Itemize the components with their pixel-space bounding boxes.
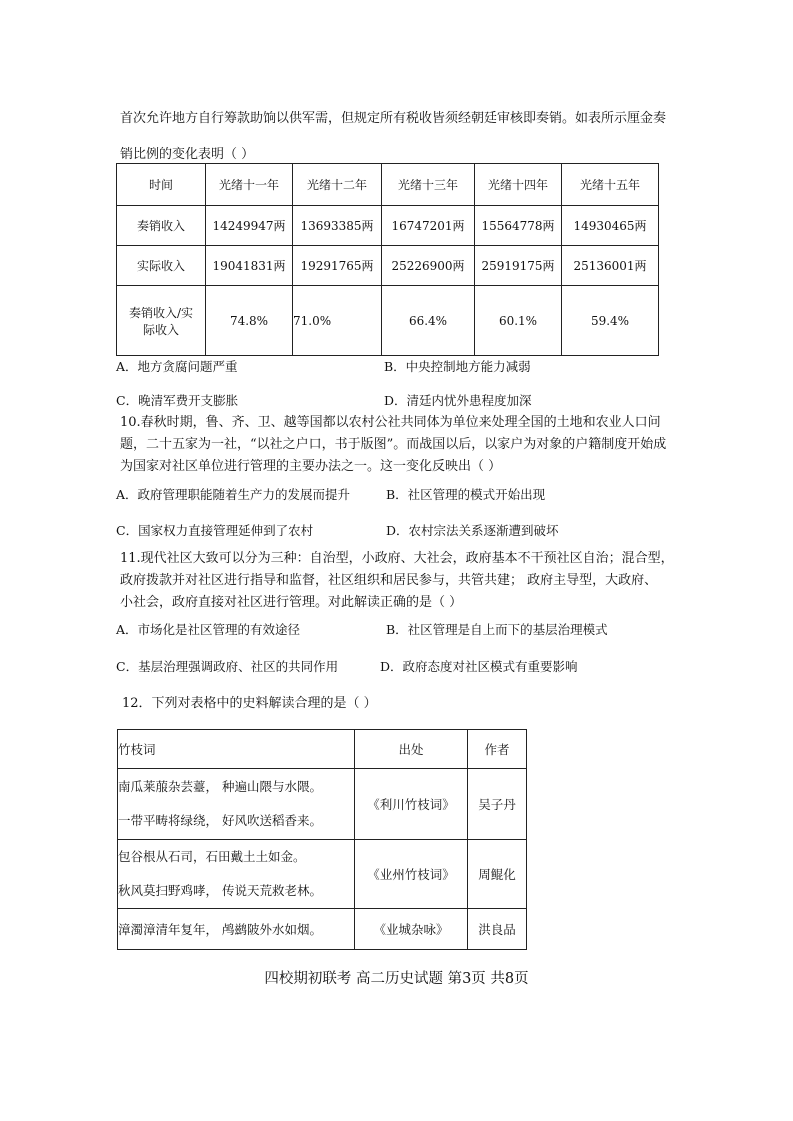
poem-line: 漳濁漳清年复年， 鸬鹚陂外水如烟。: [118, 922, 322, 937]
table-header-cell: 光绪十二年: [293, 164, 382, 206]
table-header-cell: 竹枝词: [118, 730, 355, 769]
q10-line-1: 10.春秋时期，鲁、齐、卫、越等国都以农村公社共同体为单位来处理全国的土地和农业人口问: [120, 415, 661, 430]
q12-stem: 12．下列对表格中的史料解读合理的是（ ）: [122, 696, 377, 711]
q11-option-b: B．社区管理是自上而下的基层治理模式: [386, 622, 608, 637]
table-cell: 25226900两: [382, 246, 475, 286]
table-cell: 《利川竹枝词》: [355, 769, 468, 840]
bamboo-verse-table: [117, 729, 527, 950]
table-row: [117, 206, 659, 246]
q9-option-c: C．晚清军费开支膨胀: [116, 393, 239, 408]
table-cell: [118, 769, 355, 840]
q11-option-c: C．基层治理强调政府、社区的共同作用: [116, 659, 339, 674]
table-cell: 25919175两: [475, 246, 562, 286]
table-cell: 周鲲化: [468, 840, 527, 909]
table-cell: 60.1%: [475, 286, 562, 356]
page-footer: 四校期初联考 高二历史试题 第3页 共8页: [264, 971, 529, 987]
table-cell: 《业州竹枝词》: [355, 840, 468, 909]
poem-line: 一带平畴将绿绕， 好风吹送稻香来。: [118, 813, 322, 828]
table-cell: 71.0%: [293, 286, 382, 356]
table-cell: 14249947两: [206, 206, 293, 246]
table-row: [118, 909, 527, 950]
table-cell: 实际收入: [117, 246, 206, 286]
table-row: [117, 246, 659, 286]
q11-option-d: D．政府态度对社区模式有重要影响: [380, 659, 578, 674]
q10-option-d: D．农村宗法关系逐渐遭到破坏: [386, 523, 559, 538]
table-header-cell: 光绪十四年: [475, 164, 562, 206]
intro-line-1: 首次允许地方自行筹款助饷以供军需，但规定所有税收皆须经朝廷审核即奏销。如表所示厘金奏: [120, 111, 667, 126]
ratio-label-line-1: 奏销收入/实: [128, 305, 194, 320]
q11-line-3: 小社会，政府直接对社区进行管理。对此解读正确的是（ ）: [120, 595, 463, 610]
table-cell: 15564778两: [475, 206, 562, 246]
table-header-cell: 出处: [355, 730, 468, 769]
poem-line: 秋风莫扫野鸡哮， 传说天荒救老林。: [118, 883, 322, 898]
table-cell: 16747201两: [382, 206, 475, 246]
q10-line-3: 为国家对社区单位进行管理的主要办法之一。这一变化反映出（ ）: [120, 459, 502, 474]
question-9-stem: 销比例的变化表明（ ）: [120, 147, 255, 162]
table-cell: 74.8%: [206, 286, 293, 356]
table-cell: 25136001两: [562, 246, 659, 286]
table-header-cell: 光绪十三年: [382, 164, 475, 206]
table-cell: 吴子丹: [468, 769, 527, 840]
q11-option-a: A．市场化是社区管理的有效途径: [116, 622, 301, 637]
table-cell: 13693385两: [293, 206, 382, 246]
table-cell: 59.4%: [562, 286, 659, 356]
table-header-row: [117, 164, 659, 206]
poem-line: 包谷根从石司，石田戴土土如金。: [118, 849, 306, 864]
table-cell: [117, 286, 206, 356]
table-header-cell: 光绪十五年: [562, 164, 659, 206]
table-header-cell: 时间: [117, 164, 206, 206]
poem-line: 南瓜莱菔杂芸薹， 种遍山隈与水隈。: [118, 779, 322, 794]
q9-option-b: B．中央控制地方能力减弱: [384, 359, 531, 374]
table-row: [118, 769, 527, 840]
table-cell: 奏销收入: [117, 206, 206, 246]
table-cell: 19041831两: [206, 246, 293, 286]
q10-option-a: A．政府管理职能随着生产力的发展而提升: [116, 487, 351, 502]
q10-option-c: C．国家权力直接管理延伸到了农村: [116, 523, 314, 538]
q10-line-2: 题，二十五家为一社，“以社之户口，书于版图”。而战国以后，以家户为对象的户籍制度开始成: [120, 437, 667, 452]
ratio-label-line-2: 际收入: [142, 322, 179, 337]
table-cell: 14930465两: [562, 206, 659, 246]
table-header-cell: 作者: [468, 730, 527, 769]
table-cell: 66.4%: [382, 286, 475, 356]
table-header-row: [118, 730, 527, 769]
q10-option-b: B．社区管理的模式开始出现: [386, 487, 546, 502]
q9-option-d: D．清廷内忧外患程度加深: [384, 393, 532, 408]
table-cell: [118, 840, 355, 909]
table-header-cell: 光绪十一年: [206, 164, 293, 206]
table-row: [117, 286, 659, 356]
q11-line-1: 11.现代社区大致可以分为三种：自治型，小政府、大社会，政府基本不干预社区自治；混合型，: [120, 551, 674, 566]
table-cell: [118, 909, 355, 950]
table-row: [118, 840, 527, 909]
likin-revenue-table: [116, 163, 659, 356]
table-cell: 洪良品: [468, 909, 527, 950]
table-cell: 19291765两: [293, 246, 382, 286]
q9-option-a: A．地方贪腐问题严重: [116, 359, 238, 374]
table-cell: 《业城杂咏》: [355, 909, 468, 950]
q11-line-2: 政府拨款并对社区进行指导和监督，社区组织和居民参与，共管共建； 政府主导型，大政府、: [120, 573, 658, 588]
